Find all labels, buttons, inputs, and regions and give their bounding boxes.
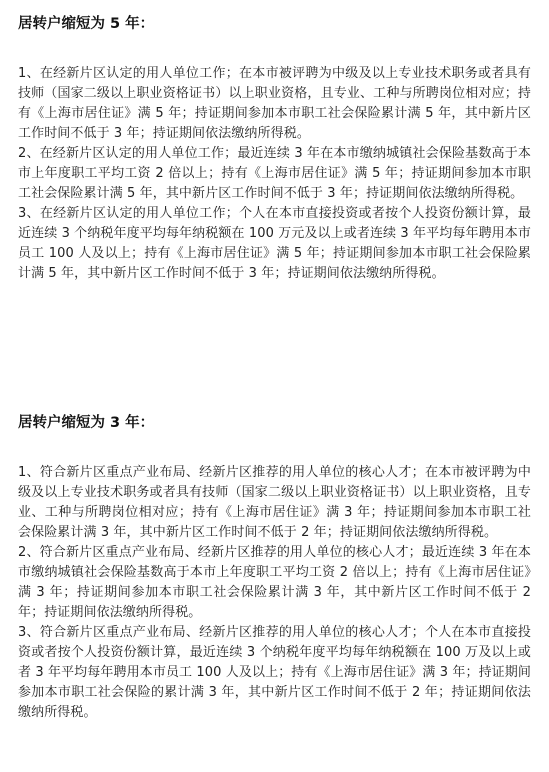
section-heading: 居转户缩短为 3 年： xyxy=(18,415,155,431)
condition-item: 1、在经新片区认定的用人单位工作；在本市被评聘为中级及以上专业技术职务或者具有技师（国家二级以上职业资格证书）以上职业资格，且专业、工种与所聘岗位相对应；持有《上海市居住证》满 5 年；持证期间参加本市职工社会保险累计满 5 年，其中新片区工作时间不低于 3 年；持证期间依法缴纳所得税。 xyxy=(18,66,531,141)
section-heading: 居转户缩短为 5 年： xyxy=(18,16,155,32)
condition-item: 2、符合新片区重点产业布局、经新片区推荐的用人单位的核心人才；最近连续 3 年在本市缴纳城镇社会保险基数高于本市上年度职工平均工资 2 倍以上；持有《上海市居住证》满 3 年；持证期间参加本市职工社会保险累计满 3 年，其中新片区工作时间不低于 2 年；持证期间依法缴纳所得税。 xyxy=(18,545,531,620)
condition-item: 3、符合新片区重点产业布局、经新片区推荐的用人单位的核心人才；个人在本市直接投资或者按个人投资份额计算，最近连续 3 个纳税年度平均每年纳税额在 100 万及以上或者 3 年平均每年聘用本市员工 100 人及以上；持有《上海市居住证》满 3 年；持证期间参加本市职工社会保险的累计满 3 年，其中新片区工作时间不低于 2 年；持证期间依法缴纳所得税。 xyxy=(18,625,531,720)
condition-item: 1、符合新片区重点产业布局、经新片区推荐的用人单位的核心人才；在本市被评聘为中级及以上专业技术职务或者具有技师（国家二级以上职业资格证书）以上职业资格，且专业、工种与所聘岗位相对应；持有《上海市居住证》满 3 年；持证期间参加本市职工社会保险累计满 3 年，其中新片区工作时间不低于 2 年；持证期间依法缴纳所得税。 xyxy=(18,465,531,540)
section-3-year xyxy=(18,413,531,723)
section-5-year xyxy=(18,14,531,284)
condition-item: 3、在经新片区认定的用人单位工作；个人在本市直接投资或者按个人投资份额计算，最近连续 3 个纳税年度平均每年纳税额在 100 万元及以上或者连续 3 年平均每年聘用本市员工 100 人及以上；持有《上海市居住证》满 5 年；持证期间参加本市职工社会保险累计满 5 年，其中新片区工作时间不低于 3 年；持证期间依法缴纳所得税。 xyxy=(18,206,531,281)
condition-item: 2、在经新片区认定的用人单位工作；最近连续 3 年在本市缴纳城镇社会保险基数高于本市上年度职工平均工资 2 倍以上；持有《上海市居住证》满 5 年；持证期间参加本市职工社会保险累计满 5 年，其中新片区工作时间不低于 3 年；持证期间依法缴纳所得税。 xyxy=(18,146,531,201)
